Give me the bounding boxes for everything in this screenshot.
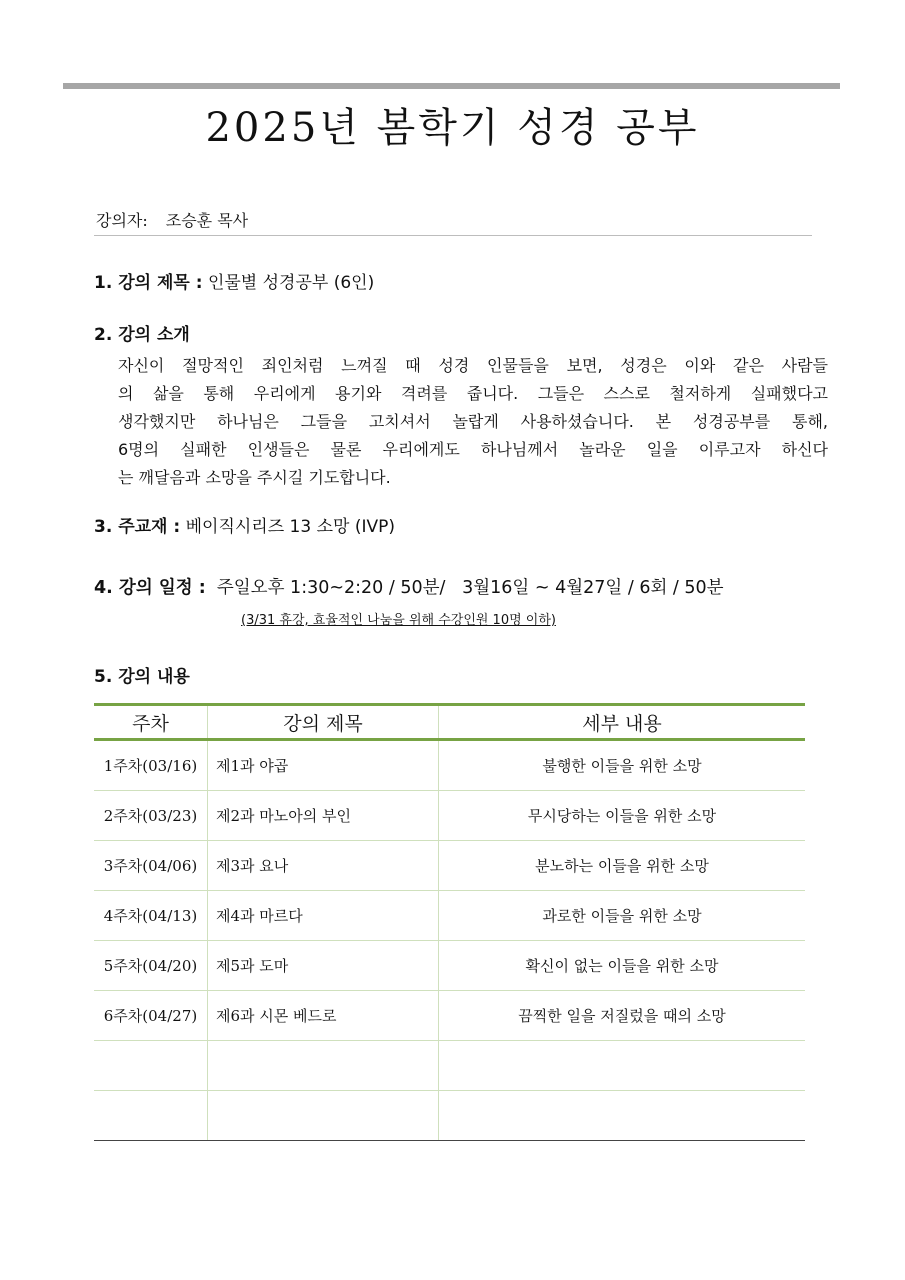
schedule-table: [94, 703, 805, 1141]
cell-lesson: 제1과 야곱: [208, 740, 439, 791]
cell-lesson: [208, 1041, 439, 1091]
table-header-row: [94, 705, 805, 740]
cell-lesson: 제6과 시몬 베드로: [208, 991, 439, 1041]
schedule-value: 주일오후 1:30~2:20 / 50분/ 3월16일 ~ 4월27일 / 6회 / 50분: [216, 578, 724, 598]
intro-line: 자신이 절망적인 죄인처럼 느껴질 때 성경 인물들을 보면, 성경은 이와 같은 사람들: [118, 356, 828, 375]
section-intro: [94, 320, 190, 345]
lecturer-name: 조승훈 목사: [165, 211, 249, 230]
cell-detail: [439, 1091, 806, 1141]
cell-lesson: 제5과 도마: [208, 941, 439, 991]
top-divider-bar: [63, 83, 840, 89]
cell-week: 2주차(03/23): [94, 791, 208, 841]
table-row: [94, 891, 805, 941]
section-label: 2. 강의 소개: [94, 325, 190, 345]
cell-week: 4주차(04/13): [94, 891, 208, 941]
cell-week: 6주차(04/27): [94, 991, 208, 1041]
cell-week: [94, 1091, 208, 1141]
intro-line: 6명의 실패한 인생들은 물론 우리에게도 하나님께서 놀라운 일을 이루고자 하신다: [118, 440, 828, 459]
intro-line: 는 깨달음과 소망을 주시길 기도합니다.: [118, 468, 391, 487]
cell-detail: 무시당하는 이들을 위한 소망: [439, 791, 806, 841]
section-label: 1. 강의 제목 :: [94, 273, 203, 293]
section-schedule: [94, 574, 724, 599]
schedule-note: (3/31 휴강, 효율적인 나눔을 위해 수강인원 10명 이하): [241, 613, 556, 628]
header-week: 주차: [94, 705, 208, 740]
intro-line: 의 삶을 통해 우리에게 용기와 격려를 줍니다. 그들은 스스로 철저하게 실패했다고: [118, 384, 828, 403]
cell-detail: [439, 1041, 806, 1091]
table-row: [94, 941, 805, 991]
intro-paragraph: [118, 352, 828, 492]
table-row: [94, 740, 805, 791]
section-course-title: [94, 268, 374, 293]
header-details: 세부 내용: [439, 705, 806, 740]
cell-lesson: [208, 1091, 439, 1141]
cell-lesson: 제4과 마르다: [208, 891, 439, 941]
lecturer-line: [96, 208, 248, 231]
textbook-value: 베이직시리즈 13 소망 (IVP): [185, 517, 395, 537]
intro-line: 생각했지만 하나님은 그들을 고치셔서 놀랍게 사용하셨습니다. 본 성경공부를 통해,: [118, 412, 828, 431]
cell-detail: 확신이 없는 이들을 위한 소망: [439, 941, 806, 991]
cell-week: [94, 1041, 208, 1091]
cell-detail: 분노하는 이들을 위한 소망: [439, 841, 806, 891]
table-row: [94, 991, 805, 1041]
section-label: 3. 주교재 :: [94, 517, 181, 537]
cell-detail: 과로한 이들을 위한 소망: [439, 891, 806, 941]
table-row: [94, 1091, 805, 1141]
table-row: [94, 791, 805, 841]
table-row: [94, 1041, 805, 1091]
cell-week: 1주차(03/16): [94, 740, 208, 791]
section-label: 4. 강의 일정 :: [94, 578, 206, 598]
section-textbook: [94, 512, 395, 537]
page-title: 2025년 봄학기 성경 공부: [205, 105, 700, 151]
cell-lesson: 제2과 마노아의 부인: [208, 791, 439, 841]
lecturer-divider: [94, 235, 812, 236]
section-label: 5. 강의 내용: [94, 667, 190, 687]
cell-detail: 끔찍한 일을 저질렀을 때의 소망: [439, 991, 806, 1041]
header-lesson-title: 강의 제목: [208, 705, 439, 740]
section-contents: [94, 662, 190, 687]
cell-week: 5주차(04/20): [94, 941, 208, 991]
table-row: [94, 841, 805, 891]
cell-detail: 불행한 이들을 위한 소망: [439, 740, 806, 791]
lecturer-label: 강의자:: [96, 211, 148, 230]
cell-week: 3주차(04/06): [94, 841, 208, 891]
cell-lesson: 제3과 요나: [208, 841, 439, 891]
course-title-value: 인물별 성경공부 (6인): [207, 273, 375, 293]
